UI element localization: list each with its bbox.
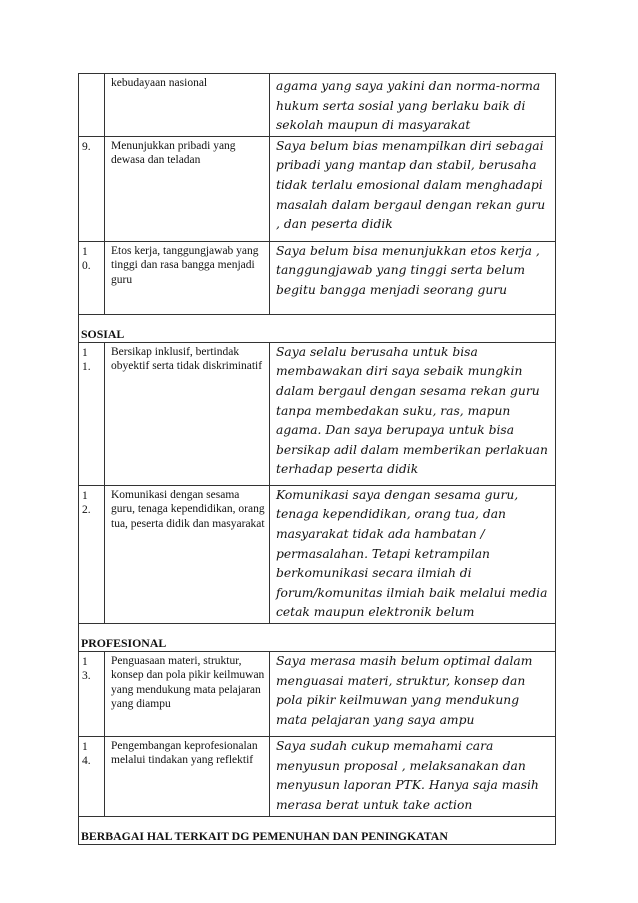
row-number-cell [79,136,105,241]
description-text: Saya belum bias menampilkan diri sebagai pribadi yang mantap dan stabil, berusaha tidak terlalu emosional dalam menghadapi masalah dalam bergaul dengan rekan guru , dan peserta didik [276,138,546,232]
description-text: Saya merasa masih belum optimal dalam menguasai materi, struktur, konsep dan pola pikir keilmuwan yang mendukung mata pelajaran yang saya ampu [276,653,533,727]
description-text: Saya belum bisa menunjukkan etos kerja , tanggungjawab yang tinggi serta belum begitu bangga menjadi seorang guru [276,243,540,297]
row-number-cell [79,736,105,816]
table-row [79,241,556,314]
section-heading-profesional: PROFESIONAL [79,623,556,651]
indicator-text: Penguasaan materi, struktur, konsep dan pola pikir keilmuwan yang mendukung mata pelajaran yang diampu [111,654,265,711]
indicator-cell [105,736,270,816]
description-text: Komunikasi saya dengan sesama guru, tenaga kependidikan, orang tua, dan masyarakat tidak ada hambatan / permasalahan. Tetapi ketrampilan berkomunikasi secara ilmiah di forum/komunitas ilmiah baik melalui media cetak maupun elektronik belum [276,487,548,620]
indicator-text: Pengembangan keprofesionalan melalui tindakan yang reflektif [111,739,258,767]
row-number: 11. [82,346,91,373]
table-row [79,736,556,816]
competency-table [78,73,556,845]
table-row [79,485,556,623]
row-number-cell [79,74,105,137]
table-row [79,136,556,241]
description-cell [270,342,556,485]
indicator-cell [105,342,270,485]
section-row [79,314,556,342]
row-number: 10. [82,245,91,272]
description-cell [270,485,556,623]
description-text: Saya selalu berusaha untuk bisa membawakan diri saya sebaik mungkin dalam bergaul dengan sesama rekan guru tanpa membedakan suku, ras, mapun agama. Dan saya berupaya untuk bisa bersikap adil dalam memberikan perlakuan terhadap peserta didik [276,344,548,477]
indicator-text: Komunikasi dengan sesama guru, tenaga kependidikan, orang tua, peserta didik dan masyarakat [111,488,265,530]
row-number: 13. [82,655,91,682]
row-number-cell [79,651,105,736]
section-row [79,816,556,844]
description-cell [270,736,556,816]
indicator-text: Bersikap inklusif, bertindak obyektif serta tidak diskriminatif [111,345,263,373]
table-row [79,74,556,137]
indicator-cell [105,241,270,314]
indicator-cell [105,485,270,623]
competency-table-body [79,74,556,845]
table-row [79,651,556,736]
indicator-cell [105,651,270,736]
indicator-cell [105,74,270,137]
section-heading-berbagai-hal: BERBAGAI HAL TERKAIT DG PEMENUHAN DAN PENINGKATAN [79,816,556,844]
table-row [79,342,556,485]
description-cell [270,651,556,736]
description-cell [270,241,556,314]
description-cell [270,136,556,241]
row-number: 9. [82,140,91,153]
description-cell [270,74,556,137]
indicator-text: Etos kerja, tanggungjawab yang tinggi dan rasa bangga menjadi guru [111,244,259,286]
row-number-cell [79,342,105,485]
section-heading-sosial: SOSIAL [79,314,556,342]
row-number: 14. [82,740,91,767]
description-text: Saya sudah cukup memahami cara menyusun proposal , melaksanakan dan menyusun laporan PTK. Hanya saja masih merasa berat untuk take action [276,738,539,812]
row-number-cell [79,485,105,623]
indicator-cell [105,136,270,241]
indicator-text: Menunjukkan pribadi yang dewasa dan teladan [111,139,236,167]
indicator-text: kebudayaan nasional [111,77,208,89]
row-number: 12. [82,489,91,516]
row-number-cell [79,241,105,314]
description-text: agama yang saya yakini dan norma-norma hukum serta sosial yang berlaku baik di sekolah maupun di masyarakat [276,79,541,133]
section-row [79,623,556,651]
